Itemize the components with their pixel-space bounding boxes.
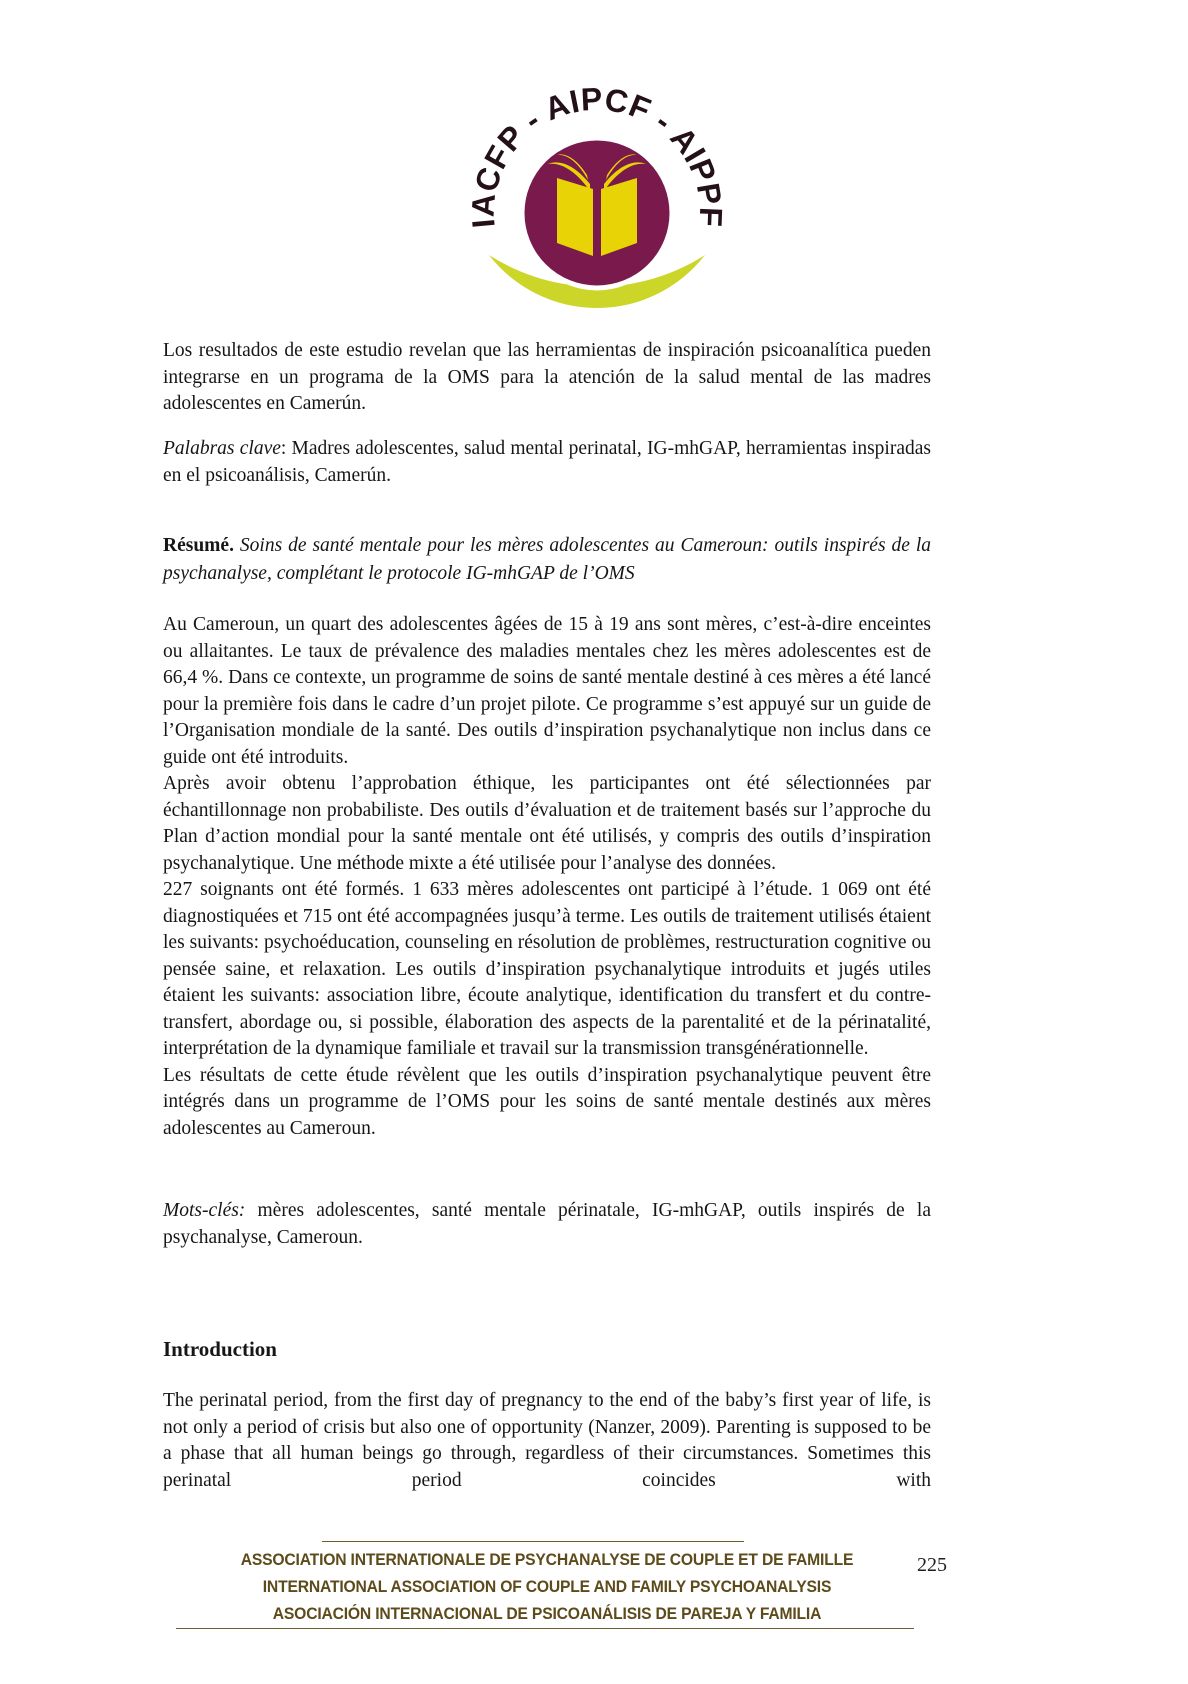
iacfp-aipcf-aippf-logo	[427, 85, 767, 315]
footer-bottom-rule	[176, 1628, 914, 1629]
spanish-keywords-label: Palabras clave	[163, 438, 281, 459]
french-paragraph: 227 soignants ont été formés. 1 633 mères adolescentes ont participé à l’étude. 1 069 ont été diagnostiquées et 715 ont été accompagnées jusqu’à terme. Les outils de traitement utilisés étaient les suivants: psychoéducation, counseling en résolution de problèmes, restructuration cognitive ou pensée saine, et relaxation. Les outils d’inspiration psychanalytique introduits et jugés utiles étaient les suivants: association libre, écoute analytique, identification du transfert et du contre-transfert, abordage ou, si possible, élaboration des aspects de la parentalité et de la périnatalité, interprétation de la dynamique familiale et travail sur la transmission transgénérationnelle.	[163, 879, 931, 1059]
french-keywords	[163, 1198, 931, 1251]
spanish-keywords	[163, 436, 931, 489]
footer-association-names	[182, 1547, 912, 1628]
french-abstract-heading	[163, 532, 931, 588]
introduction-heading: Introduction	[163, 1337, 277, 1361]
introduction-paragraph: The perinatal period, from the first day of pregnancy to the end of the baby’s first year of life, is not only a period of crisis but also one of opportunity (Nanzer, 2009). Parenting is supposed to be a phase that all human beings go through, regardless of their circumstances. Sometimes this perinatal period coincides with	[163, 1390, 931, 1491]
footer-line-fr: ASSOCIATION INTERNATIONALE DE PSYCHANALYSE DE COUPLE ET DE FAMILLE	[240, 1551, 854, 1569]
footer-line-en: INTERNATIONAL ASSOCIATION OF COUPLE AND FAMILY PSYCHOANALYSIS	[262, 1578, 832, 1596]
french-keywords-text: mères adolescentes, santé mentale périnatale, IG-mhGAP, outils inspirés de la psychanalyse, Cameroun.	[163, 1200, 931, 1248]
spanish-keywords-text: : Madres adolescentes, salud mental perinatal, IG-mhGAP, herramientas inspiradas en el psicoanálisis, Camerún.	[163, 438, 931, 486]
french-paragraph: Au Cameroun, un quart des adolescentes âgées de 15 à 19 ans sont mères, c’est-à-dire enceintes ou allaitantes. Le taux de prévalence des maladies mentales chez les mères adolescentes est de 66,4 %. Dans ce contexte, un programme de soins de santé mentale destiné à ces mères a été lancé pour la première fois dans le cadre d’un projet pilote. Ce programme s’est appuyé sur un guide de l’Organisation mondiale de la santé. Des outils d’inspiration psychanalytique non inclus dans ce guide ont été introduits.	[163, 614, 931, 768]
resume-title: Soins de santé mentale pour les mères adolescentes au Cameroun: outils inspirés de la psychanalyse, complétant le protocole IG-mhGAP de l’OMS	[163, 535, 931, 584]
footer-top-rule	[322, 1541, 744, 1542]
french-paragraph: Les résultats de cette étude révèlent que les outils d’inspiration psychanalytique peuvent être intégrés dans un programme de l’OMS pour les soins de santé mentale destinés aux mères adolescentes au Cameroun.	[163, 1064, 931, 1139]
page-number: 225	[917, 1554, 947, 1576]
logo-arc-text: IACFP - AIPCF - AIPPF	[464, 85, 730, 230]
resume-label: Résumé.	[163, 535, 234, 556]
logo-circle	[522, 138, 672, 288]
french-keywords-label: Mots-clés:	[163, 1200, 246, 1221]
spanish-abstract	[163, 338, 931, 418]
footer-line-es: ASOCIACIÓN INTERNACIONAL DE PSICOANÁLISIS DE PAREJA Y FAMILIA	[272, 1605, 822, 1623]
spanish-abstract-text: Los resultados de este estudio revelan que las herramientas de inspiración psicoanalítica pueden integrarse en un programa de la OMS para la atención de la salud mental de las madres adolescentes en Camerún.	[163, 340, 931, 414]
french-abstract	[163, 612, 931, 1142]
french-paragraph: Après avoir obtenu l’approbation éthique, les participantes ont été sélectionnées par échantillonnage non probabiliste. Des outils d’évaluation et de traitement basés sur l’approche du Plan d’action mondial pour la santé mentale ont été utilisés, y compris des outils d’inspiration psychanalytique. Une méthode mixte a été utilisée pour l’analyse des données.	[163, 773, 931, 874]
